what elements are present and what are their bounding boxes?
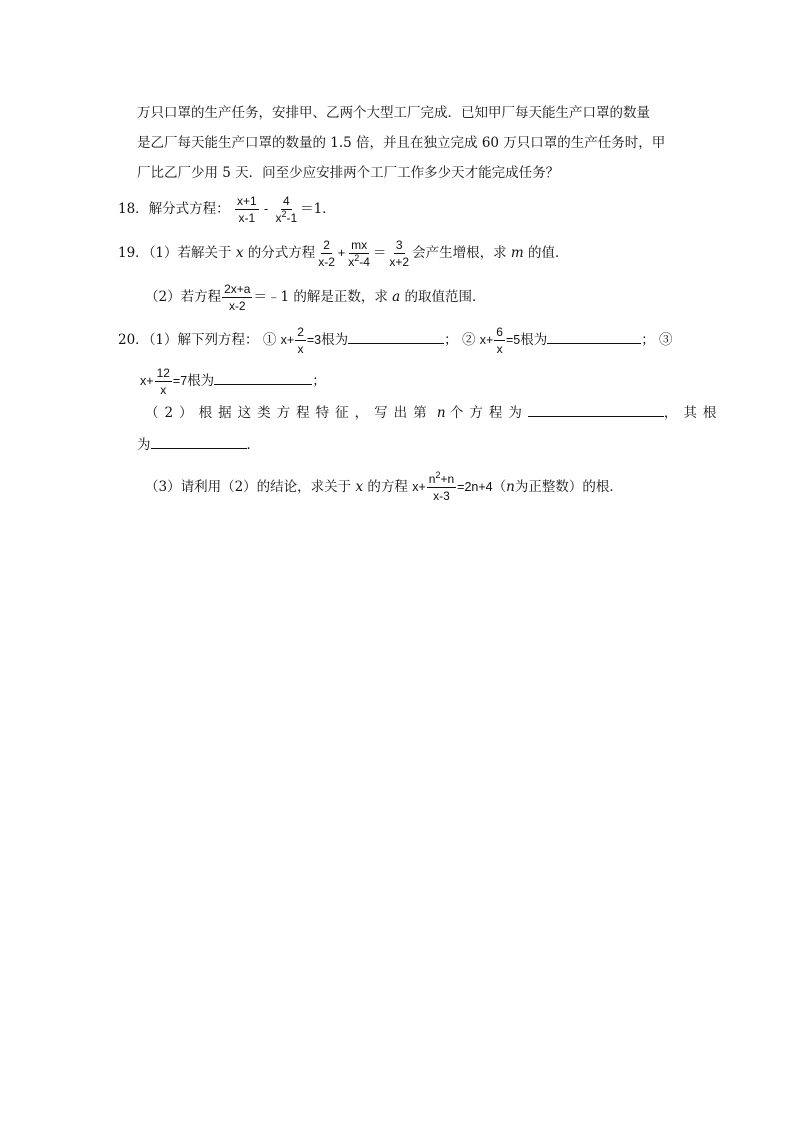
circled-number-2: ② (461, 332, 476, 348)
answer-blank[interactable] (348, 331, 444, 344)
root-label: 根为 (321, 332, 349, 348)
answer-blank[interactable] (151, 436, 247, 449)
problem-20-part-1 (118, 325, 673, 356)
root-label: 根为 (520, 332, 548, 348)
text: 为正整数）的根． (514, 479, 623, 495)
answer-blank[interactable] (547, 331, 641, 344)
text: 的分式方程 (247, 245, 316, 261)
semicolon: ； (444, 332, 458, 348)
variable-x: x (235, 245, 244, 261)
text: 根据这类方程特征，写出第 (198, 405, 433, 421)
fraction-d: $\frac{2x+a}{x-2}$ (224, 282, 251, 313)
text: （ (492, 479, 507, 495)
equation-rhs: =5 (505, 333, 521, 347)
circled-number-3: ③ (659, 332, 673, 348)
fraction-b: $\frac{mx}{x^2-4}$ (348, 238, 370, 269)
problem-18 (118, 194, 336, 225)
text: 请利用（2）的结论，求关于 (180, 479, 352, 495)
variable-a: a (392, 289, 401, 305)
problem-20-part-3 (145, 472, 623, 503)
equation-rhs: =3 (306, 333, 322, 347)
problem-number: 18． (118, 201, 149, 217)
fraction-e1: $\frac{2}{x}$ (297, 325, 304, 356)
part-label: （2） (145, 289, 181, 305)
text: 若方程 (180, 289, 222, 305)
equation-term: x+ (140, 374, 154, 388)
problem-19-part-2 (145, 282, 486, 313)
circled-number-1: ① (262, 332, 277, 348)
text: 会产生增根，求 (412, 245, 507, 261)
equation-term: x+ (412, 480, 426, 494)
answer-blank[interactable] (214, 372, 312, 385)
text: 为 (137, 437, 151, 453)
variable-n: n (436, 405, 446, 421)
problem-number: 19． (118, 245, 149, 261)
problem-20-part-1-cont (140, 366, 326, 397)
period: ． (246, 437, 260, 453)
text: 的方程 (367, 479, 408, 495)
problem-20-part-2 (145, 403, 722, 423)
semicolon: ； (641, 332, 655, 348)
equation-term: x+ (479, 333, 494, 347)
text: ，其根 (663, 405, 723, 421)
problem-number: 20． (118, 332, 149, 348)
equation-term: x+ (280, 333, 295, 347)
variable-n: n (506, 479, 515, 495)
equation-rhs: =7 (172, 374, 188, 388)
fraction-c: $\frac{3}{x+2}$ (389, 238, 410, 269)
fraction-2: $\frac{4}{x^2-1}$ (275, 194, 298, 225)
fraction-f: $\frac{n^2+n}{x-3}$ (428, 470, 455, 503)
variable-m: m (510, 245, 524, 261)
problem-19-part-1 (118, 238, 569, 269)
text: 若解关于 (177, 245, 232, 261)
text: 的取值范围． (404, 289, 486, 305)
part-label: （2） (145, 405, 199, 421)
variable-x: x (355, 479, 364, 495)
part-label: （1） (148, 245, 178, 261)
intro-line-2: 是乙厂每天能生产口罩的数量的 1.5 倍，并且在独立完成 60 万只口罩的生产任务时，甲 (137, 135, 666, 151)
fraction-e3: $\frac{12}{x}$ (156, 366, 170, 397)
root-label: 根为 (187, 373, 215, 389)
fraction-a: $\frac{2}{x-2}$ (318, 238, 335, 269)
problem-prompt: 解分式方程： (148, 201, 230, 217)
equation-rhs: =2n+4 (457, 480, 493, 494)
equation-rhs: ＝1． (300, 201, 336, 217)
plus-sign: + (337, 246, 346, 260)
problem-20-part-2-cont (137, 435, 260, 455)
part-label: （1） (148, 332, 178, 348)
text: 的值． (528, 245, 569, 261)
fraction-e2: $\frac{6}{x}$ (496, 325, 503, 356)
answer-blank[interactable] (528, 404, 664, 417)
text: 解下列方程： (177, 332, 259, 348)
minus-sign: - (263, 202, 269, 216)
text: 个方程为 (449, 405, 528, 421)
intro-line-1: 万只口罩的生产任务，安排甲、乙两个大型工厂完成．已知甲厂每天能生产口罩的数量 (137, 105, 650, 121)
intro-line-3: 厂比乙厂少用 5 天．问至少应安排两个工厂工作多少天才能完成任务？ (137, 165, 560, 181)
fraction-1: $\frac{x+1}{x-1}$ (236, 194, 257, 225)
text: ＝﹣1 的解是正数，求 (253, 289, 388, 305)
equals-sign: ＝ (372, 245, 387, 261)
part-label: （3） (145, 479, 181, 495)
semicolon: ； (312, 373, 326, 389)
